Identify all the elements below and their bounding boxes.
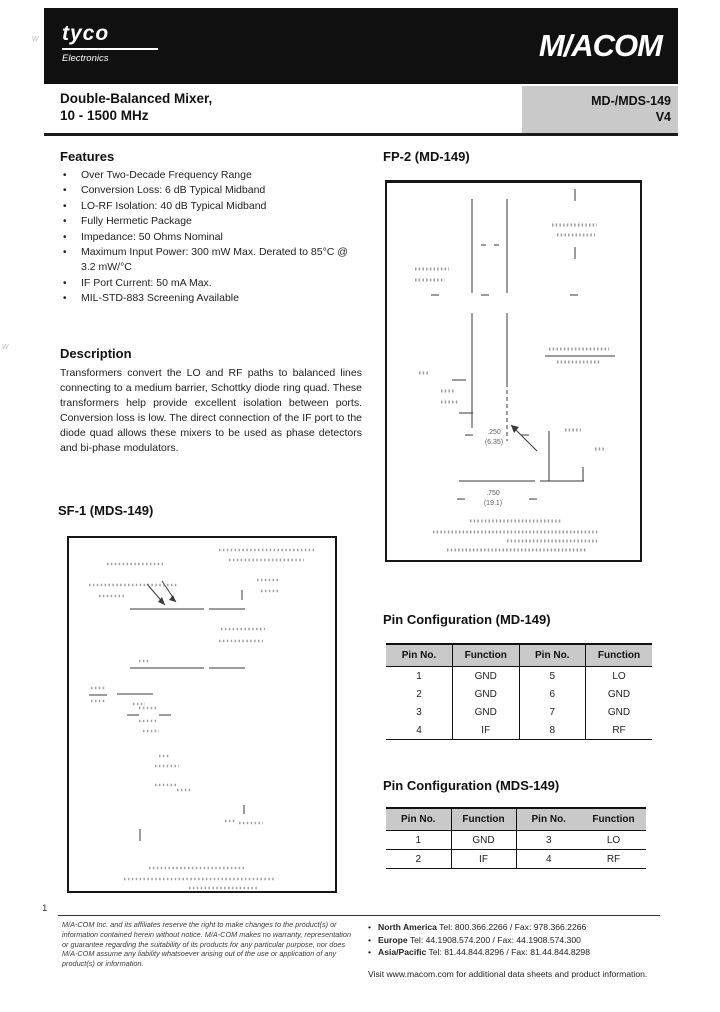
function-cell: IF: [453, 721, 520, 740]
feature-item: • MIL-STD-883 Screening Available: [60, 291, 365, 306]
fp2-package-drawing: [385, 180, 642, 562]
fp2-dim-750-mm: (19.1): [483, 500, 503, 507]
title-divider: [44, 133, 678, 136]
pin-config-mds149-table: [386, 807, 646, 869]
tyco-logo: [62, 22, 158, 64]
feature-item: • LO-RF Isolation: 40 dB Typical Midband: [60, 199, 365, 214]
function-cell: GND: [453, 667, 520, 686]
feature-item: • Conversion Loss: 6 dB Typical Midband: [60, 183, 365, 198]
column-header: Pin No.: [386, 644, 453, 667]
contact-region: North America: [378, 922, 437, 932]
title-line2: 10 - 1500 MHz: [60, 108, 149, 123]
function-cell: RF: [581, 850, 646, 869]
function-cell: GND: [453, 685, 520, 703]
table-row: [386, 831, 646, 850]
column-header: Function: [581, 808, 646, 831]
fp2-heading: FP-2 (MD-149): [383, 149, 470, 164]
function-cell: GND: [607, 688, 631, 700]
pin-cell: 2: [386, 685, 453, 703]
contact-item: [368, 921, 668, 934]
contact-item: [368, 946, 668, 959]
column-header: Function: [451, 808, 516, 831]
feature-item: • Impedance: 50 Ohms Nominal: [60, 230, 365, 245]
website-note: Visit www.macom.com for additional data sheets and product information.: [368, 969, 648, 979]
header-bar: [44, 8, 678, 84]
pin-cell: 1: [386, 667, 453, 686]
contact-info: Tel: 800.366.2266 / Fax: 978.366.2266: [436, 922, 587, 932]
features-list: [60, 168, 365, 307]
pin-config-md149-heading: Pin Configuration (MD-149): [383, 612, 551, 627]
function-cell: LO: [612, 670, 626, 682]
table-row: [386, 685, 652, 703]
fp2-dim-250-mm: (6.35): [484, 439, 504, 446]
contact-info: Tel: 44.1908.574.200 / Fax: 44.1908.574.300: [407, 934, 581, 945]
pin-config-mds149-heading: Pin Configuration (MDS-149): [383, 778, 560, 793]
pin-cell: 4: [516, 850, 581, 869]
part-number: MD-/MDS-149: [591, 94, 671, 108]
table-row: [386, 850, 646, 869]
tyco-underline: [62, 48, 158, 50]
description-text: Transformers convert the LO and RF paths to balanced lines connecting to a medium barrier, Schottky diode ring quad. These transformers help provide excellent isolation between ports. Conversion loss is low. The direct connection of the IF port to the diode quad allows these mixers to be used as phase detectors and bi-phase modulators.: [60, 367, 362, 454]
column-header: Pin No.: [516, 808, 581, 831]
feature-item: • Fully Hermetic Package: [60, 214, 365, 229]
contact-info: Tel: 81.44.844.8296 / Fax: 81.44.844.8298: [426, 947, 590, 957]
column-header: Pin No.: [386, 808, 451, 831]
function-cell: RF: [612, 724, 626, 736]
revision: V4: [655, 110, 671, 124]
pin-cell: 3: [516, 831, 581, 850]
pin-cell: 6: [519, 685, 586, 703]
scan-artifact: w: [32, 33, 39, 43]
pin-cell: 2: [386, 850, 451, 869]
tyco-electronics-label: Electronics: [62, 53, 109, 64]
description-heading: Description: [60, 346, 132, 361]
feature-item: • IF Port Current: 50 mA Max.: [60, 276, 365, 291]
contact-list: [368, 921, 668, 959]
fp2-dim-250: .250: [487, 429, 501, 436]
features-heading: Features: [60, 149, 115, 164]
contact-region: Europe: [378, 934, 408, 945]
document-title: [60, 90, 390, 124]
tyco-wordmark: tyco: [62, 22, 110, 45]
footer-divider: [58, 915, 660, 916]
part-number-badge: [522, 86, 678, 133]
sf1-drawing-lines: [69, 538, 335, 891]
function-cell: GND: [451, 831, 516, 850]
legal-disclaimer: M/A-COM Inc. and its affiliates reserve the right to make changes to the product(s) or information contained herein without notice. M/A-COM makes no warranty, representation or guarantee regarding the suitability of its products for any particular purpose, nor does M/A-COM assume any liability whatsoever arising out of the use or application of any product(s) or information.: [62, 920, 352, 969]
contact-region: Asia/Pacific: [378, 947, 427, 957]
table-row: [386, 667, 652, 686]
function-cell: GND: [607, 706, 631, 718]
pin-cell: 1: [386, 831, 451, 850]
feature-item: • Over Two-Decade Frequency Range: [60, 168, 365, 183]
function-cell: IF: [451, 850, 516, 869]
sf1-heading: SF-1 (MDS-149): [58, 503, 154, 518]
pin-cell: 5: [519, 667, 586, 686]
title-line1: Double-Balanced Mixer,: [60, 91, 213, 106]
fp2-drawing-lines: [387, 183, 640, 560]
feature-item: • Maximum Input Power: 300 mW Max. Derated to 85°C @ 3.2 mW/°C: [60, 245, 365, 276]
table-row: [386, 721, 652, 740]
macom-logo: M/ACOM: [538, 28, 662, 63]
scan-artifact: w: [2, 341, 9, 351]
fp2-dim-750: .750: [486, 490, 500, 497]
table-row: [386, 703, 652, 721]
pin-config-md149-table: [386, 643, 652, 740]
page-number: 1: [42, 903, 48, 914]
function-cell: GND: [453, 703, 520, 721]
sf1-package-drawing: [67, 536, 337, 893]
pin-cell: 4: [386, 721, 453, 740]
table-header-row: [386, 808, 646, 831]
pin-cell: 7: [519, 703, 586, 721]
column-header: Pin No.: [519, 644, 586, 667]
table-header-row: [386, 644, 652, 667]
column-header: Function: [586, 644, 653, 667]
pin-cell: 8: [519, 721, 586, 740]
column-header: Function: [453, 644, 520, 667]
pin-cell: 3: [386, 703, 453, 721]
function-cell: LO: [581, 831, 646, 850]
contact-item: [368, 934, 668, 947]
